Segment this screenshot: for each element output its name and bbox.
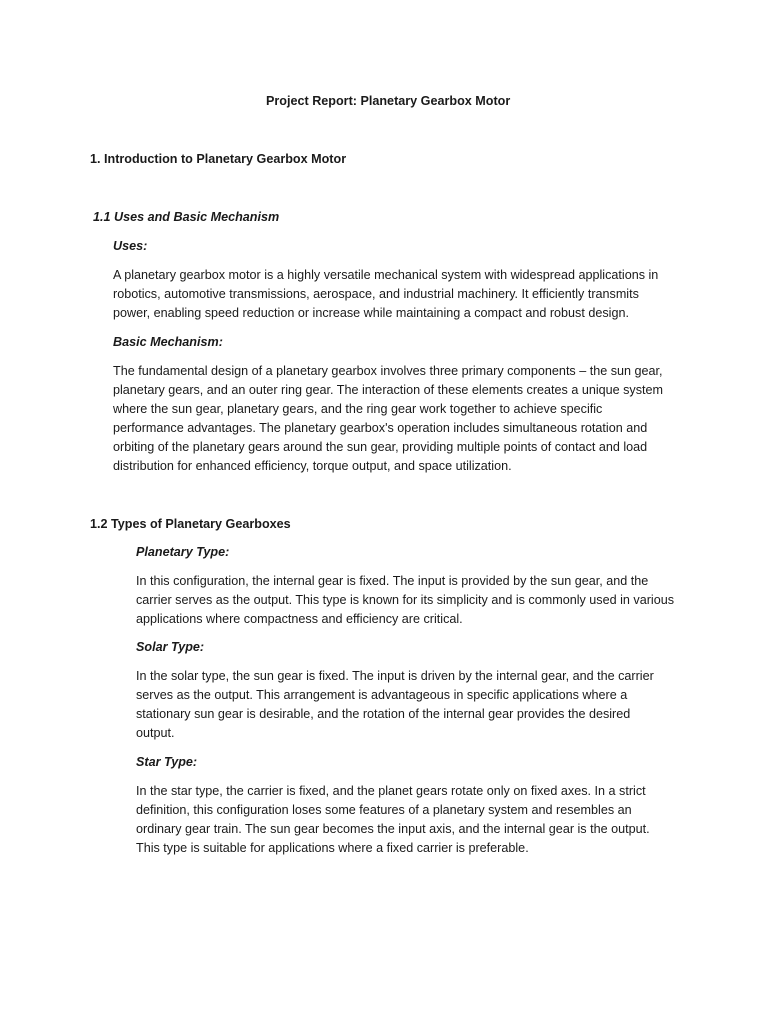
solar-line: stationary sun gear is desirable, and the rotation of the internal gear provides the desired [136, 707, 631, 721]
planetary-line: In this configuration, the internal gear is fixed. The input is provided by the sun gear, and the [136, 574, 649, 588]
document-title: Project Report: Planetary Gearbox Motor [266, 94, 511, 108]
star-line: In the star type, the carrier is fixed, and the planet gears rotate only on fixed axes. In a strict [136, 784, 646, 798]
star-line: definition, this configuration loses some features of a planetary system and resembles an [136, 803, 632, 817]
mechanism-line: distribution for enhanced efficiency, torque output, and space utilization. [113, 459, 512, 473]
solar-type-paragraph [136, 667, 654, 743]
mechanism-line: planetary gears, and an outer ring gear. The interaction of these elements creates a unique system [113, 383, 664, 397]
mechanism-line: performance advantages. The planetary gearbox's operation includes simultaneous rotation and [113, 421, 648, 435]
subsection-1-2-heading: 1.2 Types of Planetary Gearboxes [90, 517, 291, 531]
basic-mechanism-paragraph [113, 362, 663, 476]
solar-line: In the solar type, the sun gear is fixed. The input is driven by the internal gear, and the carrier [136, 669, 654, 683]
star-type-label: Star Type: [136, 755, 198, 769]
solar-type-label: Solar Type: [136, 640, 205, 654]
uses-line: robotics, automotive transmissions, aerospace, and industrial machinery. It efficiently transmits [113, 287, 639, 301]
solar-line: serves as the output. This arrangement is advantageous in specific applications where a [136, 688, 628, 702]
section-1-heading: 1. Introduction to Planetary Gearbox Motor [90, 152, 347, 166]
planetary-line: applications where compactness and efficiency are critical. [136, 612, 463, 626]
basic-mechanism-label: Basic Mechanism: [113, 335, 223, 349]
uses-paragraph [113, 266, 658, 323]
star-type-paragraph [136, 782, 650, 858]
mechanism-line: orbiting of the planetary gears around the sun gear, providing multiple points of contact and load [113, 440, 648, 454]
mechanism-line: where the sun gear, planetary gears, and the ring gear work together to achieve specific [113, 402, 603, 416]
uses-line: A planetary gearbox motor is a highly versatile mechanical system with widespread applications in [113, 268, 659, 282]
planetary-type-label: Planetary Type: [136, 545, 230, 559]
mechanism-line: The fundamental design of a planetary gearbox involves three primary components – the sun gear, [113, 364, 663, 378]
planetary-line: carrier serves as the output. This type is known for its simplicity and is commonly used in various [136, 593, 675, 607]
star-line: ordinary gear train. The sun gear becomes the input axis, and the internal gear is the output. [136, 822, 650, 836]
solar-line: output. [136, 726, 175, 740]
star-line: This type is suitable for applications where a fixed carrier is preferable. [136, 841, 529, 855]
uses-label: Uses: [113, 239, 148, 253]
planetary-type-paragraph [136, 572, 674, 629]
uses-line: power, enabling speed reduction or increase while maintaining a compact and robust design. [113, 306, 629, 320]
subsection-1-1-heading: 1.1 Uses and Basic Mechanism [93, 210, 280, 224]
